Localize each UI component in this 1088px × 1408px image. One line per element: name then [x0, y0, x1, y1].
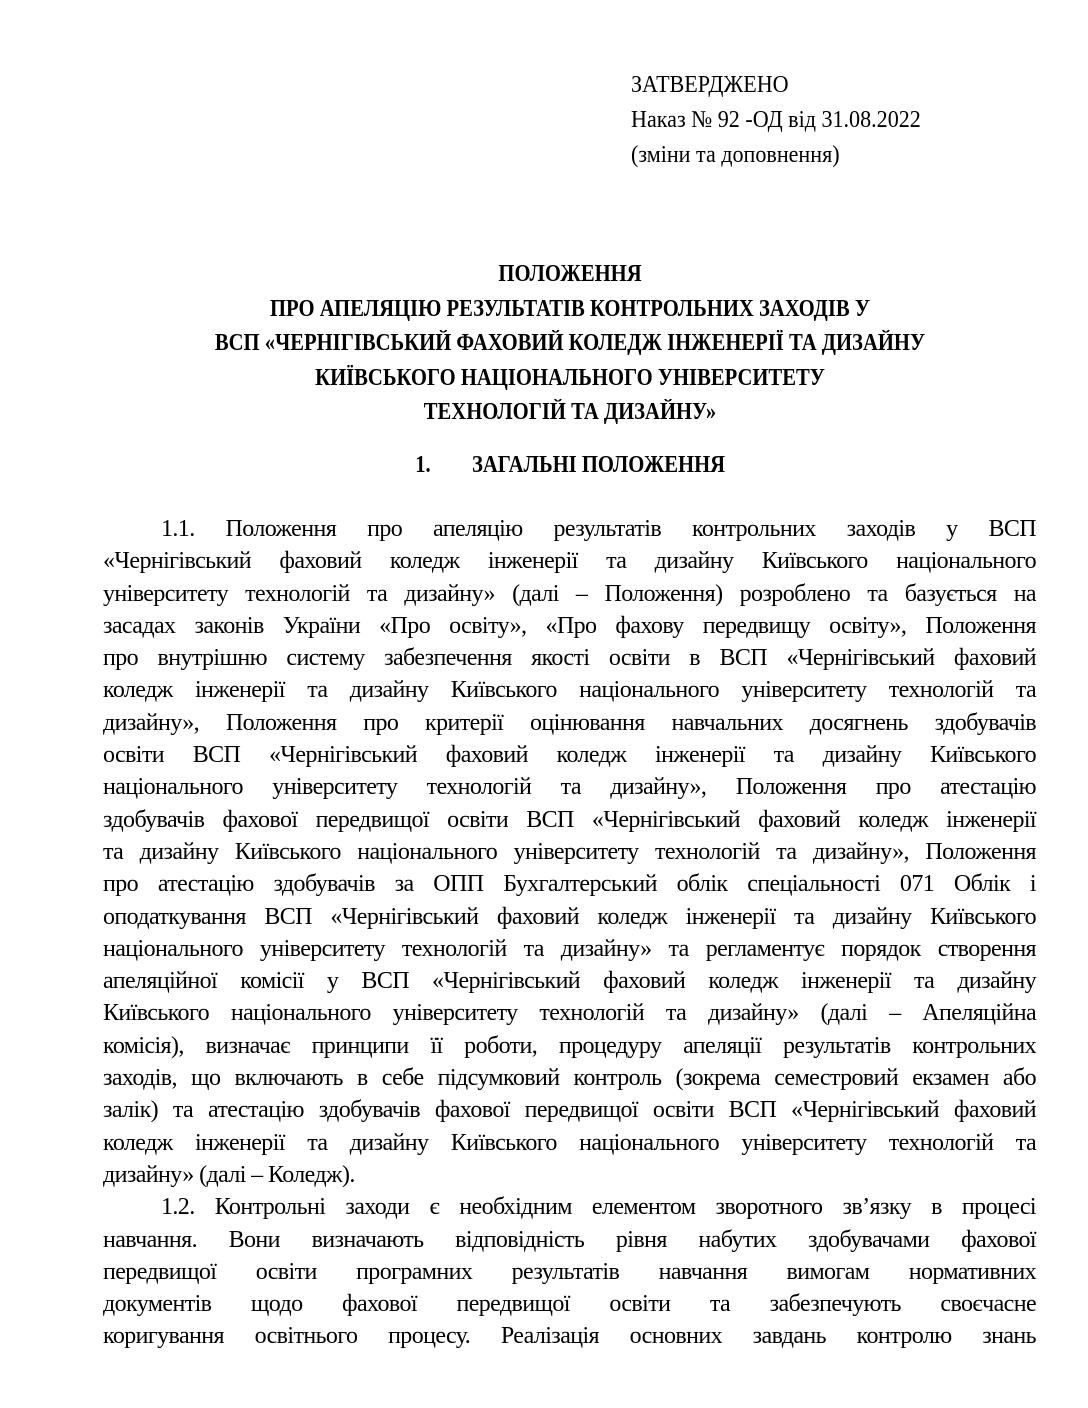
- text-line: апеляційної комісії у ВСП «Чернігівський фаховий коледж інженерії та дизайну: [103, 968, 1036, 995]
- section-number: 1.: [415, 452, 431, 478]
- text-line: дизайну», Положення про критерії оцінювання навчальних досягнень здобувачів: [103, 709, 1036, 736]
- text-line: та дизайну Київського національного університету технологій та дизайну», Положення: [103, 838, 1036, 865]
- title-line: ВСП «ЧЕРНІГІВСЬКИЙ ФАХОВИЙ КОЛЕДЖ ІНЖЕНЕРІЇ ТА ДИЗАЙНУ: [214, 330, 926, 356]
- text-line: про внутрішню систему забезпечення якості освіти в ВСП «Чернігівський фаховий: [103, 645, 1036, 672]
- text-line: здобувачів фахової передвищої освіти ВСП «Чернігівський фаховий коледж інженерії: [103, 806, 1036, 833]
- title-line: ПОЛОЖЕННЯ: [498, 261, 642, 287]
- text-line: 1.2. Контрольні заходи є необхідним елементом зворотного зв’язку в процесі: [161, 1194, 1036, 1221]
- text-line: коригування освітнього процесу. Реалізація основних завдань контролю знань: [103, 1323, 1036, 1350]
- text-line: передвищої освіти програмних результатів навчання вимогам нормативних: [103, 1258, 1036, 1285]
- title-line: ПРО АПЕЛЯЦІЮ РЕЗУЛЬТАТІВ КОНТРОЛЬНИХ ЗАХОДІВ У: [270, 295, 870, 322]
- paragraph-1-1: [103, 513, 1036, 1191]
- text-line: дизайну» (далі – Коледж).: [103, 1161, 355, 1188]
- title-line: ТЕХНОЛОГІЙ ТА ДИЗАЙНУ»: [423, 399, 717, 425]
- section-heading: [100, 450, 1040, 480]
- text-line: 1.1. Положення про апеляцію результатів контрольних заходів у ВСП: [161, 516, 1036, 542]
- text-line: документів щодо фахової передвищої освіти та забезпечують своєчасне: [103, 1291, 1036, 1318]
- approval-stamp: [631, 68, 921, 173]
- amendments-note: (зміни та доповнення): [631, 142, 840, 168]
- paragraph-1-2: [103, 1191, 1036, 1352]
- text-line: про атестацію здобувачів за ОПП Бухгалтерський облік спеціальності 071 Облік і: [103, 871, 1036, 898]
- text-line: заходів, що включають в себе підсумковий контроль (зокрема семестровий екзамен або: [103, 1065, 1036, 1092]
- approval-label: ЗАТВЕРДЖЕНО: [631, 72, 789, 98]
- section-title: ЗАГАЛЬНІ ПОЛОЖЕННЯ: [471, 452, 725, 478]
- order-reference: Наказ № 92 -ОД від 31.08.2022: [631, 107, 921, 133]
- text-line: університету технологій та дизайну» (далі – Положення) розроблено та базується на: [103, 580, 1036, 607]
- text-line: коледж інженерії та дизайну Київського національного університету технологій та: [103, 677, 1036, 704]
- text-line: залік) та атестацію здобувачів фахової передвищої освіти ВСП «Чернігівський фаховий: [103, 1097, 1036, 1124]
- text-line: національного університету технологій та дизайну» та регламентує порядок створення: [103, 935, 1036, 962]
- text-line: освіти ВСП «Чернігівський фаховий коледж інженерії та дизайну Київського: [103, 742, 1036, 769]
- text-line: комісія), визначає принципи її роботи, процедуру апеляції результатів контрольних: [103, 1032, 1036, 1059]
- text-line: засадах законів України «Про освіту», «Про фахову передвищу освіту», Положення: [103, 612, 1036, 639]
- text-line: «Чернігівський фаховий коледж інженерії та дизайну Київського національного: [103, 548, 1036, 575]
- text-line: оподаткування ВСП «Чернігівський фаховий коледж інженерії та дизайну Київського: [103, 903, 1036, 930]
- text-line: навчання. Вони визначають відповідність рівня набутих здобувачами фахової: [103, 1226, 1036, 1253]
- text-line: Київського національного університету технологій та дизайну» (далі – Апеляційна: [103, 1000, 1036, 1027]
- text-line: коледж інженерії та дизайну Київського національного університету технологій та: [103, 1129, 1036, 1156]
- title-line: КИЇВСЬКОГО НАЦІОНАЛЬНОГО УНІВЕРСИТЕТУ: [315, 364, 825, 391]
- document-title: [100, 257, 1040, 430]
- body-text: [103, 513, 1036, 1353]
- text-line: національного університету технологій та дизайну», Положення про атестацію: [103, 774, 1036, 801]
